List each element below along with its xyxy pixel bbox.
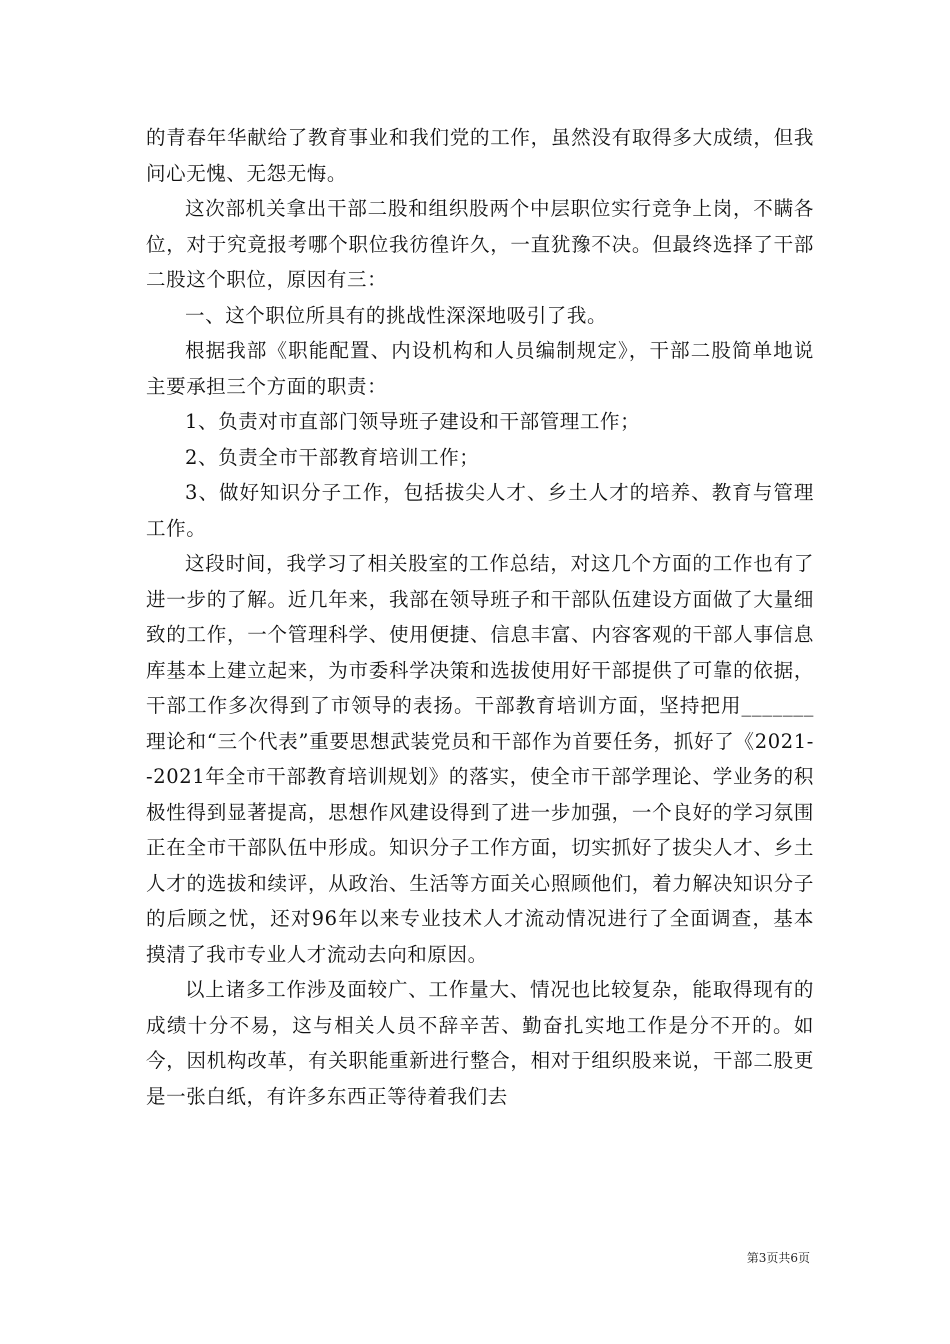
paragraph: 这段时间，我学习了相关股室的工作总结，对这几个方面的工作也有了进一步的了解。近几年来，我部在领导班子和干部队伍建设方面做了大量细致的工作，一个管理科学、使用便捷、信息丰富、内容客观的干部人事信息库基本上建立起来，为市委科学决策和选拔使用好干部提供了可靠的依据，干部工作多次得到了市领导的表扬。干部教育培训方面，坚持把用_______理论和“三个代表”重要思想武装党员和干部作为首要任务，抓好了《2021--2021年全市干部教育培训规划》的落实，使全市干部学理论、学业务的积极性得到显著提高，思想作风建设得到了进一步加强，一个良好的学习氛围正在全市干部队伍中形成。知识分子工作方面，切实抓好了拔尖人才、乡土人才的选拔和续评，从政治、生活等方面关心照顾他们，着力解决知识分子的后顾之忧，还对96年以来专业技术人才流动情况进行了全面调查，基本摸清了我市专业人才流动去向和原因。 xyxy=(146,552,814,966)
paragraph: 这次部机关拿出干部二股和组织股两个中层职位实行竞争上岗，不瞒各位，对于究竟报考哪个职位我彷徨许久，一直犹豫不决。但最终选择了干部二股这个职位，原因有三： xyxy=(146,197,814,291)
document-body xyxy=(146,120,814,1114)
list-item: 1、负责对市直部门领导班子建设和干部管理工作； xyxy=(185,410,641,433)
list-item: 2、负责全市干部教育培训工作； xyxy=(185,445,480,469)
paragraph: 一、这个职位所具有的挑战性深深地吸引了我。 xyxy=(185,303,608,327)
paragraph: 根据我部《职能配置、内设机构和人员编制规定》，干部二股简单地说主要承担三个方面的职责： xyxy=(146,339,814,398)
page-number: 第3页共6页 xyxy=(746,1251,810,1265)
list-item: 3、做好知识分子工作，包括拔尖人才、乡土人才的培养、教育与管理工作。 xyxy=(146,481,814,540)
paragraph: 以上诸多工作涉及面较广、工作量大、情况也比较复杂，能取得现有的成绩十分不易，这与相关人员不辞辛苦、勤奋扎实地工作是分不开的。如今，因机构改革，有关职能重新进行整合，相对于组织股来说，干部二股更是一张白纸，有许多东西正等待着我们去 xyxy=(146,978,814,1108)
paragraph: 的青春年华献给了教育事业和我们党的工作，虽然没有取得多大成绩，但我问心无愧、无怨无悔。 xyxy=(146,126,814,185)
